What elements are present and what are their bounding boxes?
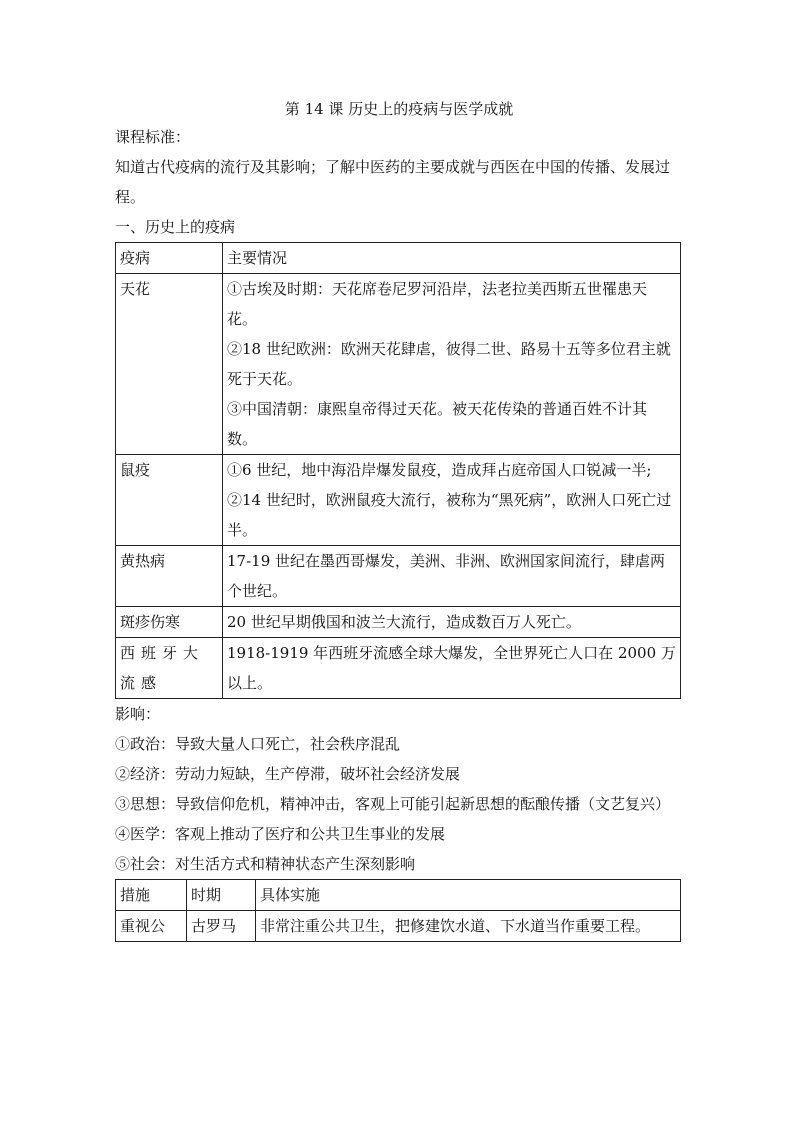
header-implementation: 具体实施 <box>256 880 681 911</box>
influence-item: ③思想：导致信仰危机，精神冲击，客观上可能引起新思想的酝酿传播（文艺复兴） <box>115 795 671 813</box>
standard-label: 课程标准： <box>115 128 191 146</box>
header-epidemic: 疫病 <box>116 243 223 274</box>
standard-text: 知道古代疫病的流行及其影响；了解中医药的主要成就与西医在中国的传播、发展过程。 <box>115 158 671 206</box>
influence-item: ⑤社会：对生活方式和精神状态产生深刻影响 <box>115 855 416 873</box>
influence-item: ④医学：客观上推动了医疗和公共卫生事业的发展 <box>115 825 446 843</box>
detail-item: 20 世纪早期俄国和波兰大流行，造成数百万人死亡。 <box>227 613 581 631</box>
lesson-title: 第 14 课 历史上的疫病与医学成就 <box>284 100 514 118</box>
table-header-row <box>116 243 681 274</box>
epidemic-detail <box>223 607 681 638</box>
epidemic-detail <box>223 546 681 607</box>
measures-table <box>115 879 681 942</box>
table-row <box>116 546 681 607</box>
table-row <box>116 274 681 455</box>
table-row <box>116 455 681 546</box>
measure-cell: 重视公 <box>116 911 187 942</box>
header-situation: 主要情况 <box>223 243 681 274</box>
detail-item: ②18 世纪欧洲：欧洲天花肆虐，彼得二世、路易十五等多位君主就死于天花。 <box>227 340 671 388</box>
epidemic-name: 鼠疫 <box>116 455 223 546</box>
detail-item: 1918-1919 年西班牙流感全球大爆发，全世界死亡人口在 2000 万以上。 <box>227 644 676 692</box>
table-header-row <box>116 880 681 911</box>
influence-item: ①政治：导致大量人口死亡，社会秩序混乱 <box>115 735 401 753</box>
table-row <box>116 638 681 699</box>
document-page <box>115 96 683 942</box>
table-row <box>116 911 681 942</box>
epidemic-detail <box>223 638 681 699</box>
detail-item: ①古埃及时期：天花席卷尼罗河沿岸，法老拉美西斯五世罹患天花。 <box>227 280 648 328</box>
implementation-cell: 非常注重公共卫生，把修建饮水道、下水道当作重要工程。 <box>256 911 681 942</box>
detail-item: ①6 世纪，地中海沿岸爆发鼠疫，造成拜占庭帝国人口锐减一半; <box>227 461 652 479</box>
influence-item: ②经济：劳动力短缺，生产停滞，破坏社会经济发展 <box>115 765 461 783</box>
epidemic-detail <box>223 455 681 546</box>
epidemic-name: 黄热病 <box>116 546 223 607</box>
table-row <box>116 607 681 638</box>
epidemic-name: 西班牙大流感 <box>116 638 223 699</box>
period-cell: 古罗马 <box>187 911 256 942</box>
epidemic-name: 天花 <box>116 274 223 455</box>
influence-label: 影响： <box>115 705 161 723</box>
header-measure: 措施 <box>116 880 187 911</box>
header-period: 时期 <box>187 880 256 911</box>
detail-item: 17-19 世纪在墨西哥爆发，美洲、非洲、欧洲国家间流行，肆虐两个世纪。 <box>227 552 666 600</box>
epidemic-detail <box>223 274 681 455</box>
detail-item: ②14 世纪时，欧洲鼠疫大流行，被称为“黑死病”，欧洲人口死亡过半。 <box>227 491 672 539</box>
epidemic-table <box>115 242 681 699</box>
detail-item: ③中国清朝：康熙皇帝得过天花。被天花传染的普通百姓不计其数。 <box>227 400 648 448</box>
epidemic-name: 斑疹伤寒 <box>116 607 223 638</box>
section-heading: 一、历史上的疫病 <box>115 218 236 236</box>
